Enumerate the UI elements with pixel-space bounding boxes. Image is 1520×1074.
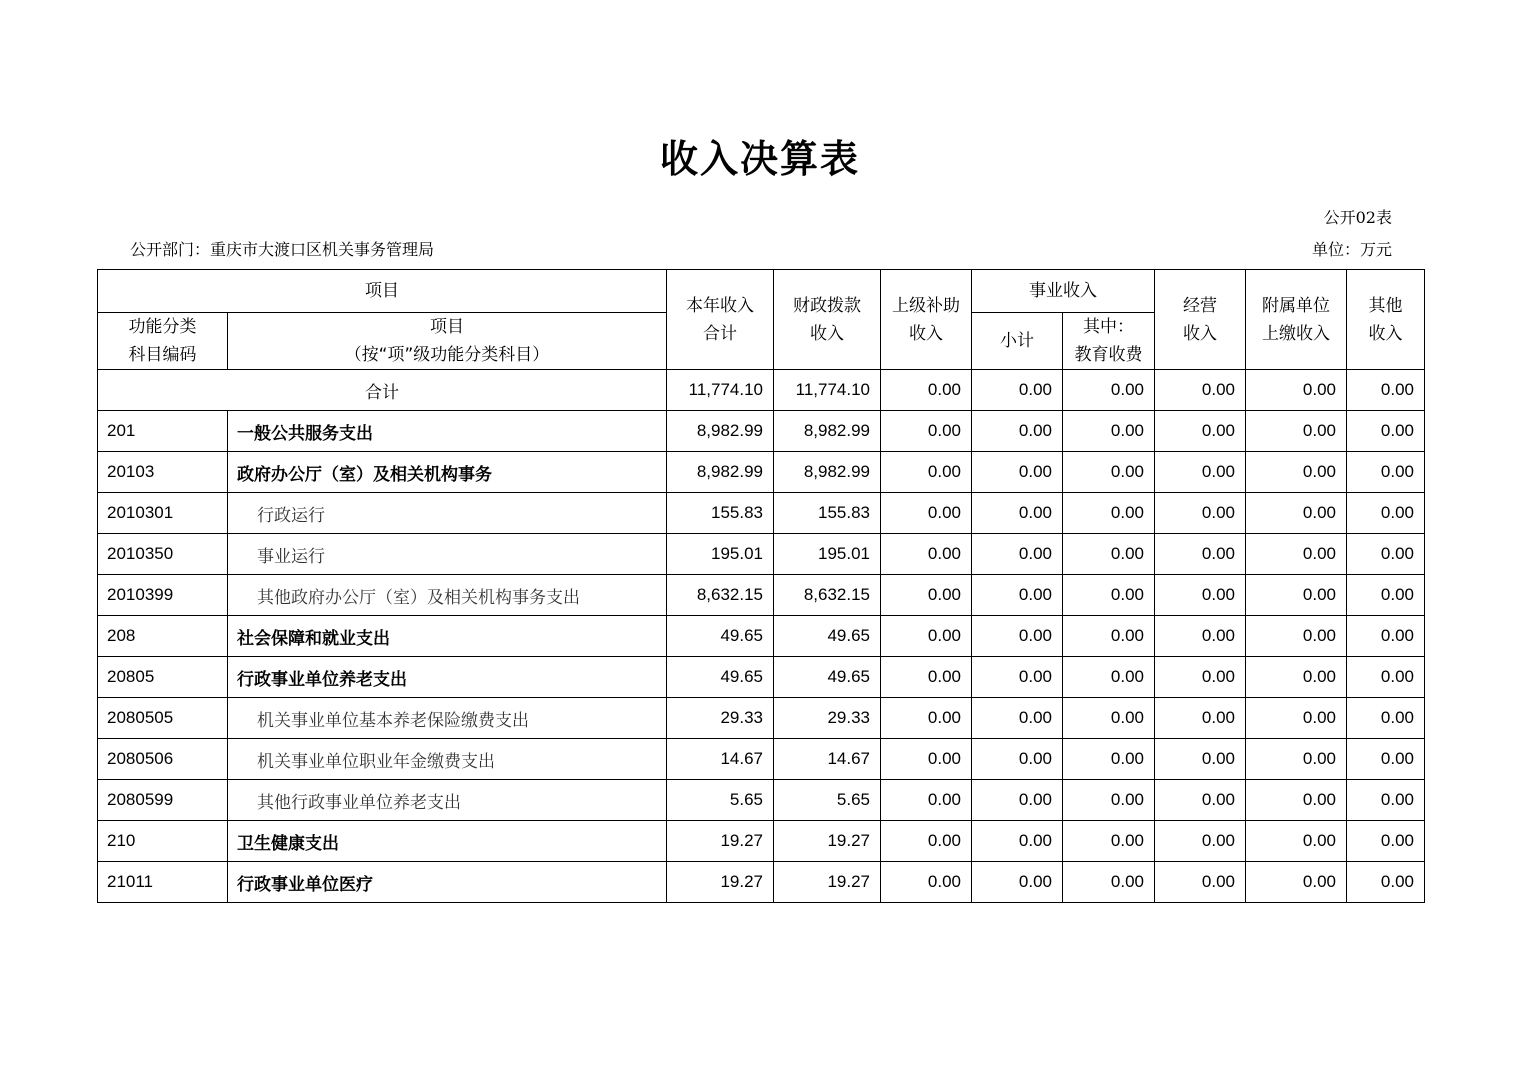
row-value: 0.00 bbox=[1155, 493, 1246, 534]
row-value: 19.27 bbox=[774, 862, 881, 903]
row-value: 8,982.99 bbox=[667, 452, 774, 493]
row-value: 49.65 bbox=[667, 616, 774, 657]
row-value: 0.00 bbox=[1246, 411, 1347, 452]
row-value: 0.00 bbox=[1063, 575, 1155, 616]
row-code: 2080506 bbox=[98, 739, 228, 780]
row-value: 0.00 bbox=[1155, 411, 1246, 452]
table-row bbox=[98, 821, 1425, 862]
row-value: 0.00 bbox=[1347, 493, 1425, 534]
row-value: 0.00 bbox=[1347, 411, 1425, 452]
row-value: 0.00 bbox=[972, 698, 1063, 739]
table-row bbox=[98, 657, 1425, 698]
row-value: 0.00 bbox=[1347, 780, 1425, 821]
row-value: 0.00 bbox=[881, 780, 972, 821]
row-value: 0.00 bbox=[1347, 739, 1425, 780]
row-value: 19.27 bbox=[667, 821, 774, 862]
table-row bbox=[98, 739, 1425, 780]
row-value: 0.00 bbox=[1347, 698, 1425, 739]
row-value: 5.65 bbox=[774, 780, 881, 821]
header-affiliated: 附属单位 上缴收入 bbox=[1246, 270, 1347, 370]
row-value: 0.00 bbox=[1155, 452, 1246, 493]
row-value: 155.83 bbox=[774, 493, 881, 534]
row-value: 0.00 bbox=[1063, 452, 1155, 493]
row-value: 0.00 bbox=[1155, 739, 1246, 780]
row-value: 8,632.15 bbox=[667, 575, 774, 616]
row-value: 0.00 bbox=[881, 862, 972, 903]
row-value: 0.00 bbox=[1155, 821, 1246, 862]
row-code: 20805 bbox=[98, 657, 228, 698]
row-value: 8,982.99 bbox=[774, 411, 881, 452]
row-value: 0.00 bbox=[972, 411, 1063, 452]
row-code: 2010301 bbox=[98, 493, 228, 534]
row-value: 0.00 bbox=[1347, 616, 1425, 657]
row-value: 49.65 bbox=[774, 616, 881, 657]
row-value: 0.00 bbox=[881, 698, 972, 739]
table-row bbox=[98, 493, 1425, 534]
header-total: 本年收入 合计 bbox=[667, 270, 774, 370]
row-value: 0.00 bbox=[1155, 698, 1246, 739]
row-value: 0.00 bbox=[881, 821, 972, 862]
header-other: 其他 收入 bbox=[1347, 270, 1425, 370]
row-value: 0.00 bbox=[1063, 862, 1155, 903]
header-project-group: 项目 bbox=[98, 270, 667, 313]
row-value: 0.00 bbox=[972, 616, 1063, 657]
table-row bbox=[98, 575, 1425, 616]
total-value: 11,774.10 bbox=[774, 370, 881, 411]
row-value: 0.00 bbox=[1246, 862, 1347, 903]
row-value: 19.27 bbox=[774, 821, 881, 862]
row-value: 8,982.99 bbox=[667, 411, 774, 452]
row-value: 0.00 bbox=[1246, 739, 1347, 780]
row-value: 0.00 bbox=[1246, 657, 1347, 698]
row-value: 155.83 bbox=[667, 493, 774, 534]
row-value: 0.00 bbox=[881, 739, 972, 780]
row-value: 0.00 bbox=[972, 780, 1063, 821]
row-value: 0.00 bbox=[972, 452, 1063, 493]
row-value: 0.00 bbox=[972, 534, 1063, 575]
row-value: 14.67 bbox=[667, 739, 774, 780]
row-value: 0.00 bbox=[1063, 616, 1155, 657]
total-value: 0.00 bbox=[1347, 370, 1425, 411]
row-value: 0.00 bbox=[1155, 534, 1246, 575]
row-value: 0.00 bbox=[1246, 821, 1347, 862]
row-value: 0.00 bbox=[972, 493, 1063, 534]
total-value: 0.00 bbox=[881, 370, 972, 411]
row-value: 0.00 bbox=[972, 657, 1063, 698]
row-value: 0.00 bbox=[1063, 821, 1155, 862]
row-value: 0.00 bbox=[1347, 575, 1425, 616]
row-value: 0.00 bbox=[1246, 698, 1347, 739]
row-value: 0.00 bbox=[1063, 493, 1155, 534]
row-name: 政府办公厅（室）及相关机构事务 bbox=[228, 452, 667, 493]
table-row bbox=[98, 411, 1425, 452]
row-name: 社会保障和就业支出 bbox=[228, 616, 667, 657]
header-subtotal: 小计 bbox=[972, 313, 1063, 370]
row-value: 5.65 bbox=[667, 780, 774, 821]
row-code: 210 bbox=[98, 821, 228, 862]
row-value: 0.00 bbox=[1063, 780, 1155, 821]
row-value: 0.00 bbox=[972, 862, 1063, 903]
row-value: 0.00 bbox=[972, 575, 1063, 616]
row-value: 0.00 bbox=[1347, 657, 1425, 698]
row-value: 0.00 bbox=[1246, 780, 1347, 821]
row-value: 0.00 bbox=[1063, 698, 1155, 739]
row-value: 29.33 bbox=[667, 698, 774, 739]
header-operating: 经营 收入 bbox=[1155, 270, 1246, 370]
table-row bbox=[98, 780, 1425, 821]
row-value: 0.00 bbox=[881, 575, 972, 616]
row-name: 行政事业单位养老支出 bbox=[228, 657, 667, 698]
row-value: 0.00 bbox=[881, 493, 972, 534]
total-value: 0.00 bbox=[1246, 370, 1347, 411]
total-value: 0.00 bbox=[1155, 370, 1246, 411]
page-title: 收入决算表 bbox=[659, 137, 860, 181]
row-value: 0.00 bbox=[1246, 616, 1347, 657]
table-row bbox=[98, 534, 1425, 575]
row-code: 20103 bbox=[98, 452, 228, 493]
row-name: 行政运行 bbox=[228, 493, 667, 534]
total-row bbox=[98, 370, 1425, 411]
row-value: 0.00 bbox=[1246, 575, 1347, 616]
row-value: 0.00 bbox=[881, 411, 972, 452]
row-value: 0.00 bbox=[1155, 657, 1246, 698]
table-row bbox=[98, 698, 1425, 739]
row-code: 2080505 bbox=[98, 698, 228, 739]
header-name: 项目 （按“项”级功能分类科目） bbox=[228, 313, 667, 370]
row-value: 0.00 bbox=[972, 821, 1063, 862]
row-value: 195.01 bbox=[667, 534, 774, 575]
row-name: 机关事业单位职业年金缴费支出 bbox=[228, 739, 667, 780]
row-value: 0.00 bbox=[1155, 862, 1246, 903]
row-value: 0.00 bbox=[881, 452, 972, 493]
row-value: 0.00 bbox=[1246, 493, 1347, 534]
row-name: 卫生健康支出 bbox=[228, 821, 667, 862]
row-name: 机关事业单位基本养老保险缴费支出 bbox=[228, 698, 667, 739]
row-value: 0.00 bbox=[1063, 411, 1155, 452]
row-value: 0.00 bbox=[1347, 452, 1425, 493]
row-code: 2010399 bbox=[98, 575, 228, 616]
header-code: 功能分类 科目编码 bbox=[98, 313, 228, 370]
row-value: 0.00 bbox=[881, 534, 972, 575]
table-row bbox=[98, 616, 1425, 657]
row-value: 0.00 bbox=[1347, 534, 1425, 575]
row-value: 0.00 bbox=[1063, 657, 1155, 698]
row-name: 事业运行 bbox=[228, 534, 667, 575]
row-code: 208 bbox=[98, 616, 228, 657]
row-value: 14.67 bbox=[774, 739, 881, 780]
row-value: 49.65 bbox=[774, 657, 881, 698]
form-number: 公开02表 bbox=[1323, 208, 1392, 227]
header-fiscal: 财政拨款 收入 bbox=[774, 270, 881, 370]
row-value: 8,982.99 bbox=[774, 452, 881, 493]
header-business-group: 事业收入 bbox=[972, 270, 1155, 313]
row-value: 0.00 bbox=[1246, 452, 1347, 493]
row-value: 0.00 bbox=[1063, 739, 1155, 780]
row-value: 0.00 bbox=[1155, 616, 1246, 657]
department-label: 公开部门：重庆市大渡口区机关事务管理局 bbox=[130, 240, 435, 259]
total-value: 11,774.10 bbox=[667, 370, 774, 411]
row-value: 19.27 bbox=[667, 862, 774, 903]
row-value: 29.33 bbox=[774, 698, 881, 739]
table-row bbox=[98, 452, 1425, 493]
row-name: 行政事业单位医疗 bbox=[228, 862, 667, 903]
row-value: 0.00 bbox=[1347, 821, 1425, 862]
row-value: 195.01 bbox=[774, 534, 881, 575]
unit-label: 单位：万元 bbox=[1311, 240, 1392, 259]
row-name: 一般公共服务支出 bbox=[228, 411, 667, 452]
income-table bbox=[97, 269, 1425, 903]
row-value: 0.00 bbox=[1155, 780, 1246, 821]
row-code: 201 bbox=[98, 411, 228, 452]
row-value: 0.00 bbox=[972, 739, 1063, 780]
table-row bbox=[98, 862, 1425, 903]
row-value: 0.00 bbox=[1347, 862, 1425, 903]
total-label: 合计 bbox=[98, 370, 667, 411]
row-value: 0.00 bbox=[1063, 534, 1155, 575]
row-value: 49.65 bbox=[667, 657, 774, 698]
header-superior: 上级补助 收入 bbox=[881, 270, 972, 370]
row-value: 0.00 bbox=[1246, 534, 1347, 575]
row-code: 2010350 bbox=[98, 534, 228, 575]
total-value: 0.00 bbox=[1063, 370, 1155, 411]
row-code: 2080599 bbox=[98, 780, 228, 821]
total-value: 0.00 bbox=[972, 370, 1063, 411]
row-value: 0.00 bbox=[1155, 575, 1246, 616]
row-code: 21011 bbox=[98, 862, 228, 903]
row-name: 其他行政事业单位养老支出 bbox=[228, 780, 667, 821]
row-value: 0.00 bbox=[881, 616, 972, 657]
row-value: 8,632.15 bbox=[774, 575, 881, 616]
header-education-fee: 其中： 教育收费 bbox=[1063, 313, 1155, 370]
row-value: 0.00 bbox=[881, 657, 972, 698]
row-name: 其他政府办公厅（室）及相关机构事务支出 bbox=[228, 575, 667, 616]
